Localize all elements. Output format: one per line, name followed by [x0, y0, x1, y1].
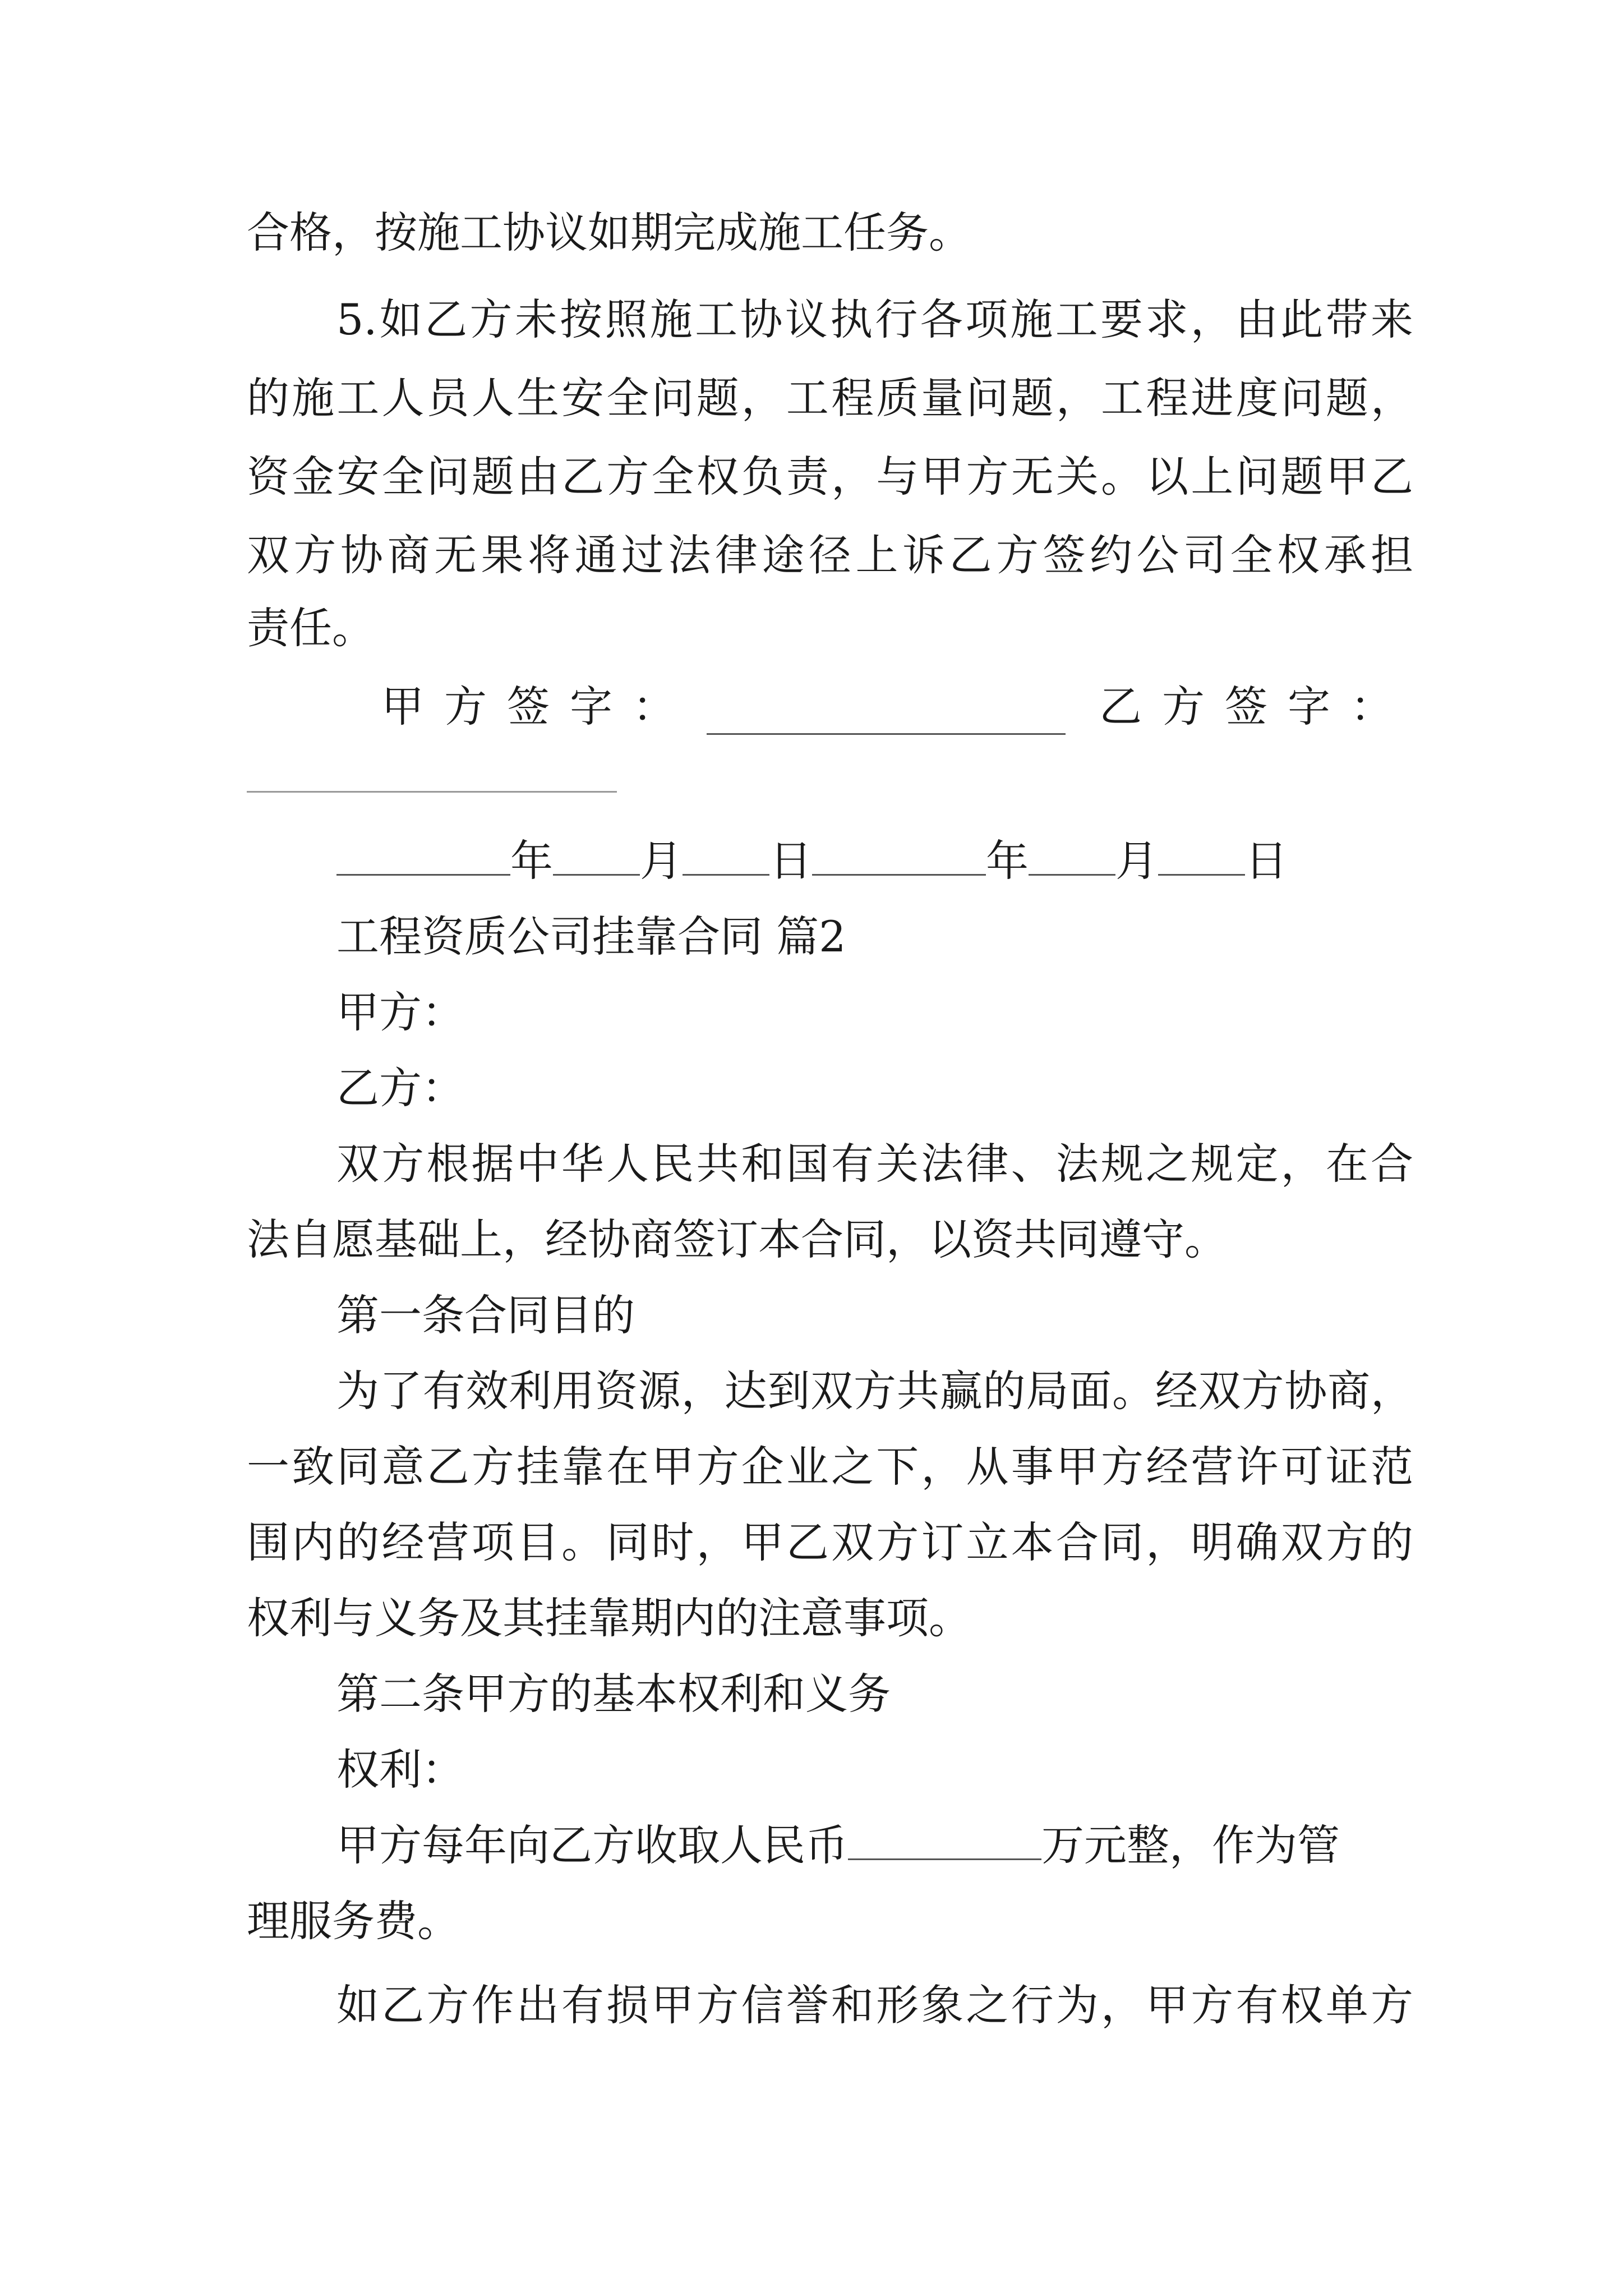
- fee-text-before: 甲方每年向乙方收取人民币: [336, 1820, 848, 1870]
- year-blank-b: [812, 836, 986, 876]
- section-2-title: 工程资质公司挂靠合同 篇2: [336, 912, 846, 961]
- intro-line-1: 双方根据中华人民共和国有关法律、法规之规定，在合: [336, 1139, 1413, 1189]
- party-a-signature-label: 甲方签字：: [381, 682, 695, 731]
- fee-line-2: 理服务费。: [247, 1896, 460, 1946]
- day-blank-a: [683, 836, 769, 876]
- last-line: 如乙方作出有损甲方信誉和形象之行为，甲方有权单方: [336, 1980, 1413, 2030]
- intro-line-2: 法自愿基础上，经协商签订本合同，以资共同遵守。: [247, 1214, 1227, 1264]
- fee-line: [336, 1818, 1413, 1874]
- party-b-label: 乙方：: [336, 1063, 464, 1113]
- party-a-label: 甲方：: [336, 987, 464, 1037]
- party-b-signature-blank: [247, 791, 617, 793]
- month-blank-b: [1029, 836, 1115, 876]
- clause-5-line-1: 5.如乙方未按照施工协议执行各项施工要求，由此带来: [336, 295, 1413, 344]
- clause-5-line-2: 的施工人员人生安全问题，工程质量问题，工程进度问题，: [247, 373, 1413, 423]
- year-label-b: 年: [986, 836, 1029, 886]
- article-1-line-1: 为了有效利用资源，达到双方共赢的局面。经双方协商，: [336, 1366, 1413, 1416]
- rights-label: 权利：: [336, 1745, 464, 1795]
- clause-5-line-4: 双方协商无果将通过法律途径上诉乙方签约公司全权承担: [247, 530, 1413, 580]
- day-label-a: 日: [769, 836, 812, 886]
- fee-text-after: 万元整，作为管: [1041, 1820, 1340, 1870]
- party-a-signature-blank: [707, 695, 1066, 735]
- article-2-title: 第二条甲方的基本权利和义务: [336, 1669, 891, 1719]
- clause-5-line-3: 资金安全问题由乙方全权负责，与甲方无关。以上问题甲乙: [247, 452, 1413, 501]
- signature-row: [381, 679, 1413, 735]
- year-blank-a: [336, 836, 510, 876]
- body-line-1: 合格，按施工协议如期完成施工任务。: [247, 208, 971, 257]
- date-row: [336, 833, 1413, 889]
- day-label-b: 日: [1245, 836, 1288, 886]
- article-1-line-3: 围内的经营项目。同时，甲乙双方订立本合同，明确双方的: [247, 1517, 1413, 1567]
- party-b-signature-label: 乙方签字：: [1099, 682, 1413, 731]
- article-1-line-2: 一致同意乙方挂靠在甲方企业之下，从事甲方经营许可证范: [247, 1442, 1413, 1492]
- month-label-b: 月: [1115, 836, 1158, 886]
- article-1-line-4: 权利与义务及其挂靠期内的注意事项。: [247, 1593, 971, 1643]
- year-label-a: 年: [510, 836, 553, 886]
- clause-5-line-5: 责任。: [247, 603, 375, 653]
- month-blank-a: [553, 836, 640, 876]
- fee-amount-blank: [848, 1820, 1041, 1860]
- article-1-title: 第一条合同目的: [336, 1290, 635, 1340]
- month-label-a: 月: [640, 836, 683, 886]
- day-blank-b: [1158, 836, 1245, 876]
